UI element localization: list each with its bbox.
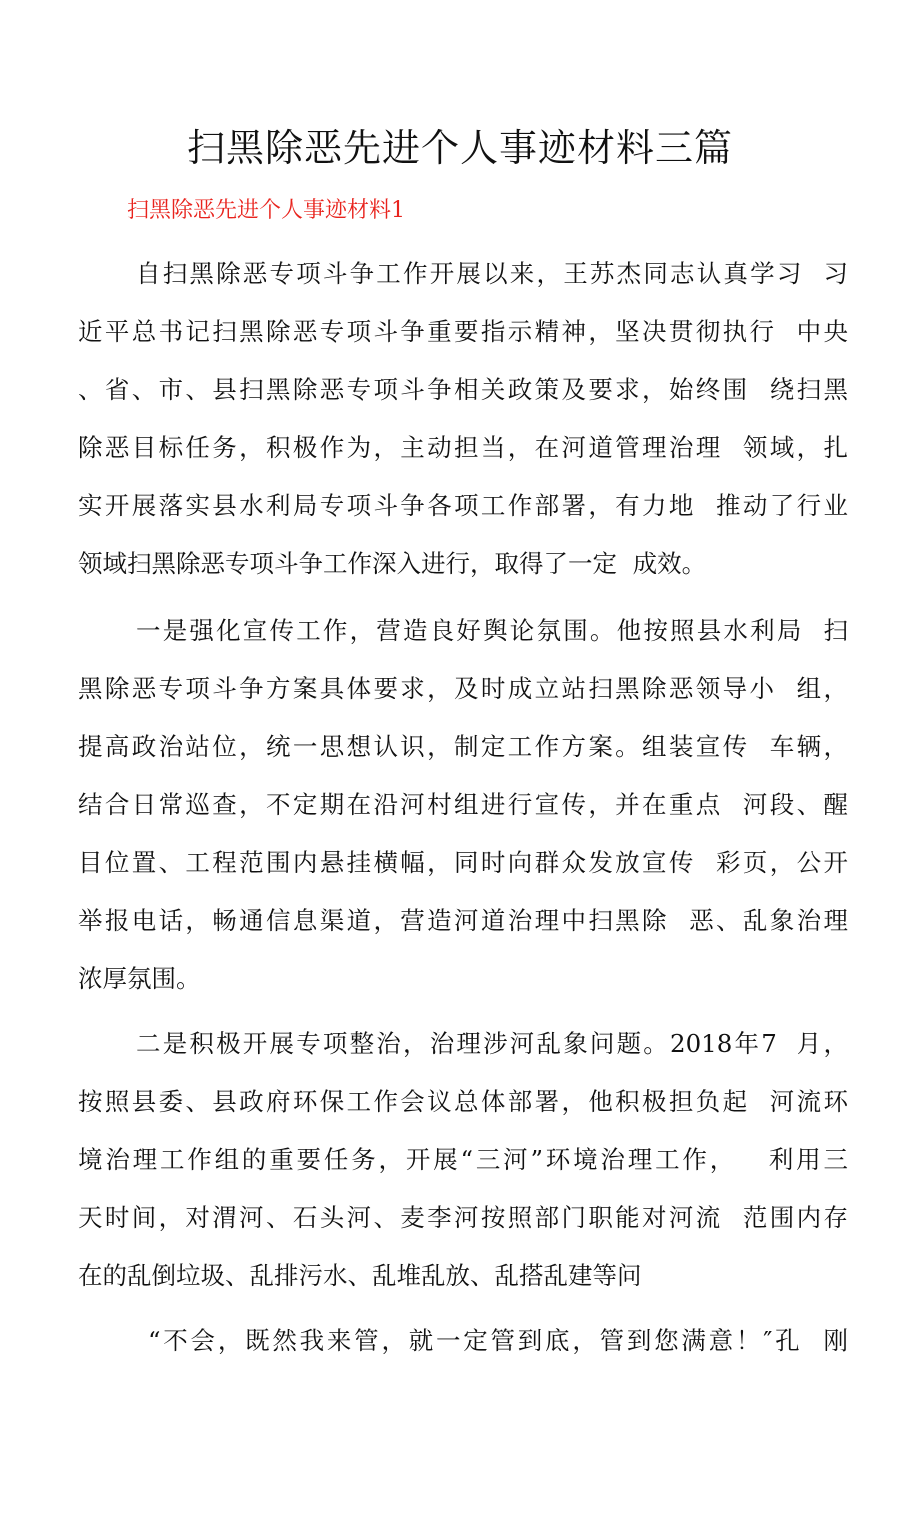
paragraph-line: 自扫黑除恶专项斗争工作开展以来，王苏杰同志认真学习 习 <box>136 259 848 288</box>
paragraph-line: 除恶目标任务，积极作为，主动担当，在河道管理治理 领域，扎 <box>78 433 848 462</box>
document-subtitle: 扫黑除恶先进个人事迹材料1 <box>127 198 405 223</box>
document-title: 扫黑除恶先进个人事迹材料三篇 <box>186 126 733 170</box>
paragraph-1 <box>78 245 848 593</box>
paragraph-line: 、省、市、县扫黑除恶专项斗争相关政策及要求，始终围 绕扫黑 <box>78 375 848 404</box>
paragraph-line: 实开展落实县水利局专项斗争各项工作部署，有力地 推动了行业 <box>78 491 848 520</box>
paragraph-line: 目位置、工程范围内悬挂横幅，同时向群众发放宣传 彩页，公开 <box>78 848 848 877</box>
paragraph-line: 浓厚氛围。 <box>78 964 201 993</box>
paragraph-line: 举报电话，畅通信息渠道，营造河道治理中扫黑除 恶、乱象治理 <box>78 906 848 935</box>
paragraph-4 <box>78 1312 848 1370</box>
paragraph-line: 提高政治站位，统一思想认识，制定工作方案。组装宣传 车辆， <box>78 732 848 761</box>
paragraph-line: 按照县委、县政府环保工作会议总体部署，他积极担负起 河流环 <box>78 1087 848 1116</box>
paragraph-line: “不会，既然我来管，就一定管到底，管到您满意！″孔 刚 <box>148 1326 848 1355</box>
paragraph-line: 领域扫黑除恶专项斗争工作深入进行，取得了一定 成效。 <box>78 549 707 578</box>
paragraph-line: 境治理工作组的重要任务，开展“三河”环境治理工作， 利用三 <box>78 1145 848 1174</box>
paragraph-line: 二是积极开展专项整治，治理涉河乱象问题。2018年7 月， <box>136 1029 848 1058</box>
paragraph-line: 一是强化宣传工作，营造良好舆论氛围。他按照县水利局 扫 <box>136 616 848 645</box>
paragraph-2 <box>78 602 848 1008</box>
paragraph-line: 结合日常巡查，不定期在沿河村组进行宣传，并在重点 河段、醒 <box>78 790 848 819</box>
paragraph-line: 黑除恶专项斗争方案具体要求，及时成立站扫黑除恶领导小 组， <box>78 674 848 703</box>
paragraph-line: 在的乱倒垃圾、乱排污水、乱堆乱放、乱搭乱建等问 <box>78 1261 642 1290</box>
paragraph-line: 近平总书记扫黑除恶专项斗争重要指示精神，坚决贯彻执行 中央 <box>78 317 848 346</box>
paragraph-line: 天时间，对渭河、石头河、麦李河按照部门职能对河流 范围内存 <box>78 1203 848 1232</box>
paragraph-3 <box>78 1015 848 1305</box>
